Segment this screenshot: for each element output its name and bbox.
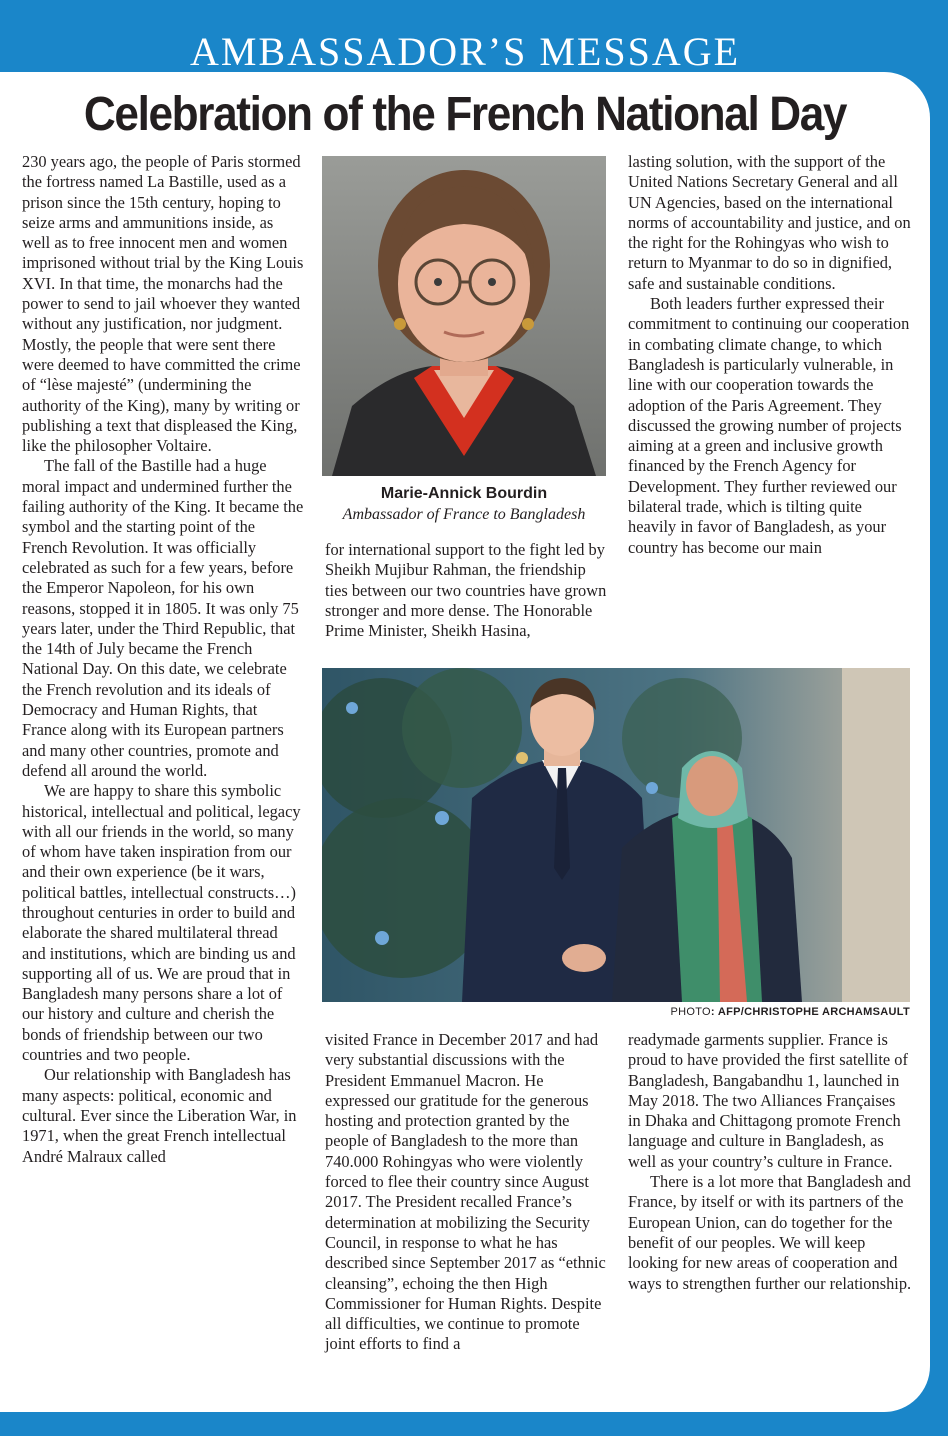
- paragraph: for international support to the fight led by Sheikh Mujibur Rahman, the friendship ties between our two countries have grown stronger and more dense. The Honorable Prime Minister, Sheikh Hasina,: [325, 540, 607, 641]
- leaders-photo: [322, 668, 910, 1002]
- article-column-3-upper: [628, 152, 912, 558]
- portrait-illustration: [322, 156, 606, 476]
- paragraph: lasting solution, with the support of the United Nations Secretary General and all UN Agencies, based on the international norms of accountability and justice, and on the right for the Rohingyas who wish to return to Myanmar to do so in dignified, safe and sustainable conditions.: [628, 152, 911, 293]
- portrait-caption-title: Ambassador of France to Bangladesh: [342, 506, 586, 523]
- portrait-caption-name: Marie-Annick Bourdin: [380, 485, 548, 502]
- article-column-2-upper: [325, 540, 610, 641]
- paragraph: Our relationship with Bangladesh has many aspects: political, economic and cultural. Ever since the Liberation War, in 1971, when the great French intellectual André Malraux called: [22, 1065, 297, 1166]
- ambassador-portrait: [322, 156, 606, 476]
- photo-credit-source: : AFP/CHRISTOPHE ARCHAMSAULT: [710, 1006, 910, 1018]
- paragraph: There is a lot more that Bangladesh and France, by itself or with its partners of the European Union, can do together for the benefit of our peoples. We will keep looking for new areas of cooperation and ways to strengthen further our relationship.: [628, 1172, 912, 1293]
- paragraph: We are happy to share this symbolic historical, intellectual and political, legacy with all our friends in the world, so many of whom have taken inspiration from our and their own experience (be it wars, political battles, intellectual constructs…) throughout centuries in order to build and elaborate the shared multilateral thread and institutions, which are binding us and supporting all of us. We are proud that in Bangladesh many persons share a lot of our history and culture and cherish the bonds of friendship between our two countries and two people.: [22, 781, 301, 1065]
- paragraph: The fall of the Bastille had a huge moral impact and undermined further the failing authority of the King. It became the symbol and the starting point of the French Revolution. It was officially celebrated as such for a few years, before the Emperor Napoleon, for his own reasons, stopped it in 1805. It was only 75 years later, under the Third Republic, that the 14th of July became the French National Day. On this date, we celebrate the French revolution and its ideals of Democracy and Human Rights, that France along with its European partners and many other countries, promote and defend all around the world.: [22, 456, 304, 780]
- paragraph: 230 years ago, the people of Paris stormed the fortress named La Bastille, used as a prison since the 15th century, hoping to seize arms and ammunitions inside, as well as to free innocent men and women imprisoned without trial by the King Louis XVI. In that time, the monarchs had the power to send to jail whoever they wanted without any justification, nor judgment. Mostly, the people that were sent there were deemed to have committed the crime of “lèse majesté” (undermining the authority of the King), many by writing or publishing a text that displeased the King, like the philosopher Voltaire.: [22, 152, 304, 456]
- leaders-photo-illustration: [322, 668, 910, 1002]
- paragraph: visited France in December 2017 and had very substantial discussions with the President Emmanuel Macron. He expressed our gratitude for the generous hosting and protection granted by the people of Bangladesh to the more than 740.000 Rohingyas who were violently forced to flee their country since August 2017. The President recalled France’s determination at mobilizing the Security Council, in response to what he has described since September 2017 as “ethnic cleansing”, echoing the then High Commissioner for Human Rights. Despite all difficulties, we continue to promote joint efforts to find a: [325, 1030, 606, 1354]
- headline: Celebration of the French National Day: [83, 88, 847, 141]
- paragraph: Both leaders further expressed their commitment to continuing our cooperation in combating climate change, to which Bangladesh is particularly vulnerable, in line with our cooperation towards the adoption of the Paris Agreement. They discussed the growing number of projects aiming at a green and inclusive growth financed by the French Agency for Development. They further reviewed our bilateral trade, which is tilting quite heavily in favor of Bangladesh, as your country has become our main: [628, 294, 910, 557]
- article-column-3-lower: [628, 1030, 912, 1294]
- article-column-2-lower: [325, 1030, 610, 1355]
- paragraph: readymade garments supplier. France is proud to have provided the first satellite of Bangladesh, Bangabandhu 1, launched in May 2018. The two Alliances Françaises in Dhaka and Chittagong promote French language and culture in Bangladesh, as well as your country’s culture in France.: [628, 1030, 908, 1171]
- photo-credit: [560, 1006, 910, 1018]
- photo-credit-prefix: PHOTO: [670, 1006, 711, 1018]
- article-column-1: [22, 152, 304, 1167]
- section-kicker: AMBASSADOR’S MESSAGE: [189, 29, 741, 74]
